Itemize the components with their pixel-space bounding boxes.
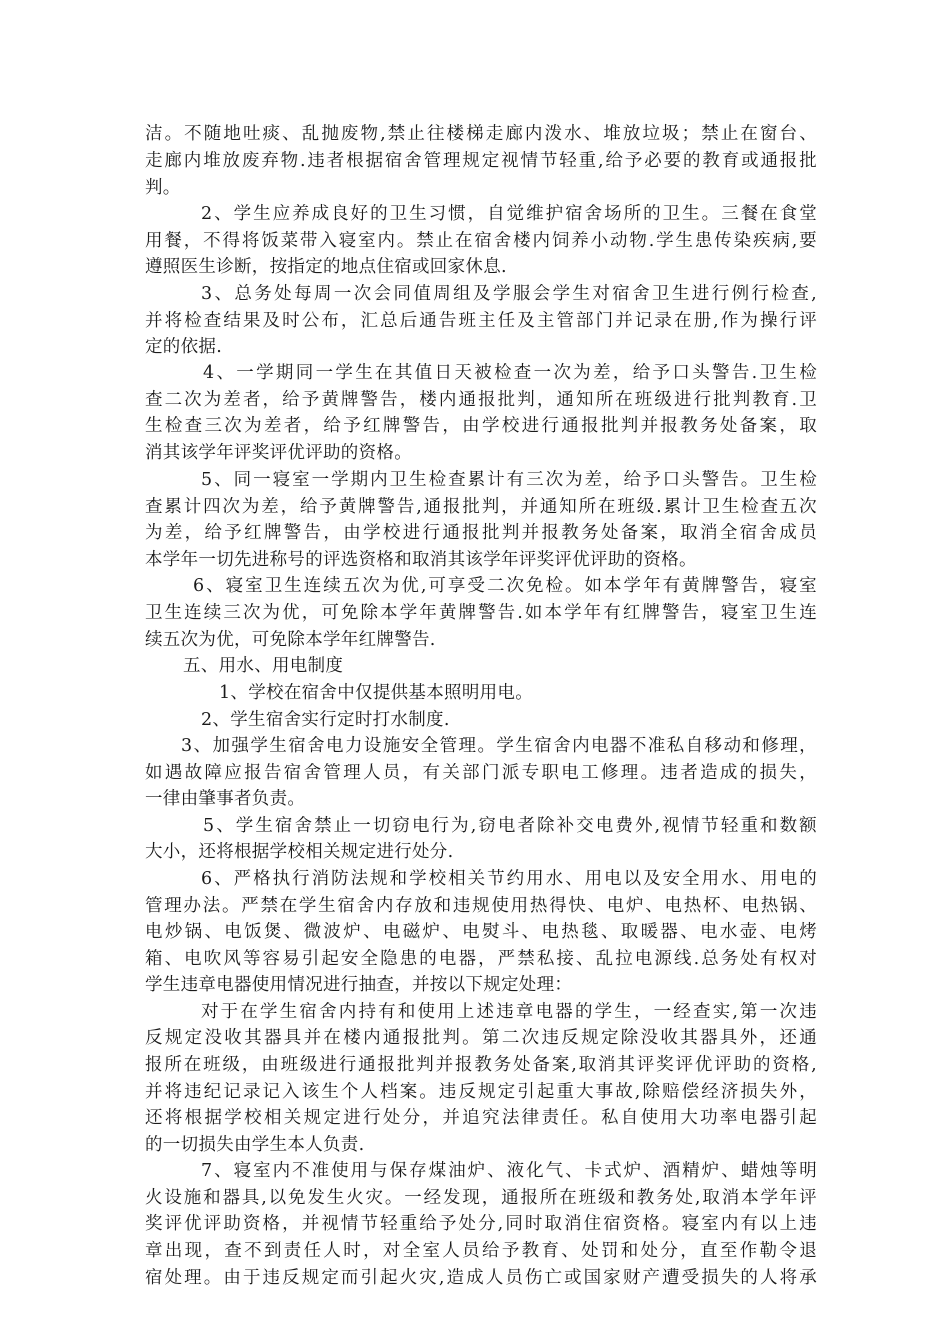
text-line: 的一切损失由学生本人负责.: [145, 1135, 365, 1155]
text-line: 生检查三次为差者，给予红牌警告，由学校进行通报批判并报教务处备案，取: [145, 416, 817, 436]
text-line: 并将违纪记录记入该生个人档案。违反规定引起重大事故,除赔偿经济损失外，: [145, 1082, 817, 1102]
text-line: 卫生连续三次为优，可免除本学年黄牌警告.如本学年有红牌警告，寝室卫生连: [145, 603, 817, 623]
text-line: 奖评优评助资格，并视情节轻重给予处分,同时取消住宿资格。寝室内有以上违: [145, 1214, 817, 1234]
text-line: 6、寝室卫生连续五次为优,可享受二次免检。如本学年有黄牌警告，寝室: [193, 576, 817, 596]
section-heading: 五、用水、用电制度: [183, 656, 344, 676]
text-line: 火设施和器具,以免发生火灾。一经发现，通报所在班级和教务处,取消本学年评: [145, 1188, 817, 1208]
text-line: 管理办法。严禁在学生宿舍内存放和违规使用热得快、电炉、电热杯、电热锅、: [145, 896, 817, 916]
text-line: 6、严格执行消防法规和学校相关节约用水、用电以及安全用水、用电的: [201, 869, 817, 889]
text-line: 宿处理。由于违反规定而引起火灾,造成人员伤亡或国家财产遭受损失的人将承: [145, 1268, 817, 1288]
text-line: 消其该学年评奖评优评助的资格。: [145, 443, 412, 463]
text-line: 7、寝室内不准使用与保存煤油炉、液化气、卡式炉、酒精炉、蜡烛等明: [201, 1161, 817, 1181]
text-line: 3、加强学生宿舍电力设施安全管理。学生宿舍内电器不准私自移动和修理，: [181, 736, 817, 756]
text-line: 并将检查结果及时公布，汇总后通告班主任及主管部门并记录在册,作为操行评: [145, 311, 817, 331]
text-line: 查累计四次为差，给予黄牌警告,通报批判，并通知所在班级.累计卫生检查五次: [145, 497, 817, 517]
text-line: 3、总务处每周一次会同值周组及学服会学生对宿舍卫生进行例行检查,: [201, 284, 817, 304]
text-line: 用餐，不得将饭菜带入寝室内。禁止在宿舍楼内饲养小动物.学生患传染疾病,要: [145, 231, 817, 251]
text-line: 4、一学期同一学生在其值日天被检查一次为差，给予口头警告.卫生检: [203, 363, 817, 383]
text-line: 学生违章电器使用情况进行抽查，并按以下规定处理：: [145, 975, 573, 995]
text-line: 如遇故障应报告宿舍管理人员，有关部门派专职电工修理。违者造成的损失，: [145, 763, 817, 783]
text-line: 洁。不随地吐痰、乱抛废物,禁止往楼梯走廊内泼水、堆放垃圾；禁止在窗台、: [145, 124, 817, 144]
text-line: 箱、电吹风等容易引起安全隐患的电器，严禁私接、乱拉电源线.总务处有权对: [145, 949, 817, 969]
text-line: 走廊内堆放废弃物.违者根据宿舍管理规定视情节轻重,给予必要的教育或通报批: [145, 151, 817, 171]
text-line: 2、学生宿舍实行定时打水制度.: [201, 710, 450, 730]
text-line: 5、学生宿舍禁止一切窃电行为,窃电者除补交电费外,视情节轻重和数额: [203, 816, 817, 836]
text-line: 判。: [145, 178, 181, 198]
text-line: 5、同一寝室一学期内卫生检查累计有三次为差，给予口头警告。卫生检: [201, 470, 817, 490]
text-line: 报所在班级，由班级进行通报批判并报教务处备案,取消其评奖评优评助的资格,: [145, 1055, 817, 1075]
text-line: 为差，给予红牌警告，由学校进行通报批判并报教务处备案，取消全宿舍成员: [145, 523, 817, 543]
text-line: 一律由肇事者负责。: [145, 789, 306, 809]
text-line: 对于在学生宿舍内持有和使用上述违章电器的学生，一经查实,第一次违: [201, 1002, 817, 1022]
text-line: 章出现，查不到责任人时，对全室人员给予教育、处罚和处分，直至作勒令退: [145, 1241, 817, 1261]
text-line: 续五次为优，可免除本学年红牌警告.: [145, 630, 436, 650]
text-line: 本学年一切先进称号的评选资格和取消其该学年评奖评优评助的资格。: [145, 550, 697, 570]
text-line: 查二次为差者，给予黄牌警告，楼内通报批判，通知所在班级进行批判教育.卫: [145, 390, 817, 410]
text-line: 1、学校在宿舍中仅提供基本照明用电。: [219, 683, 534, 703]
text-line: 电炒锅、电饭煲、微波炉、电磁炉、电熨斗、电热毯、取暖器、电水壶、电烤: [145, 922, 817, 942]
text-line: 反规定没收其器具并在楼内通报批判。第二次违反规定除没收其器具外，还通: [145, 1028, 817, 1048]
text-line: 遵照医生诊断，按指定的地点住宿或回家休息.: [145, 257, 507, 277]
text-line: 2、学生应养成良好的卫生习惯，自觉维护宿舍场所的卫生。三餐在食堂: [201, 204, 817, 224]
text-line: 还将根据学校相关规定进行处分，并追究法律责任。私自使用大功率电器引起: [145, 1108, 817, 1128]
text-line: 大小，还将根据学校相关规定进行处分.: [145, 842, 454, 862]
text-line: 定的依据.: [145, 337, 223, 357]
